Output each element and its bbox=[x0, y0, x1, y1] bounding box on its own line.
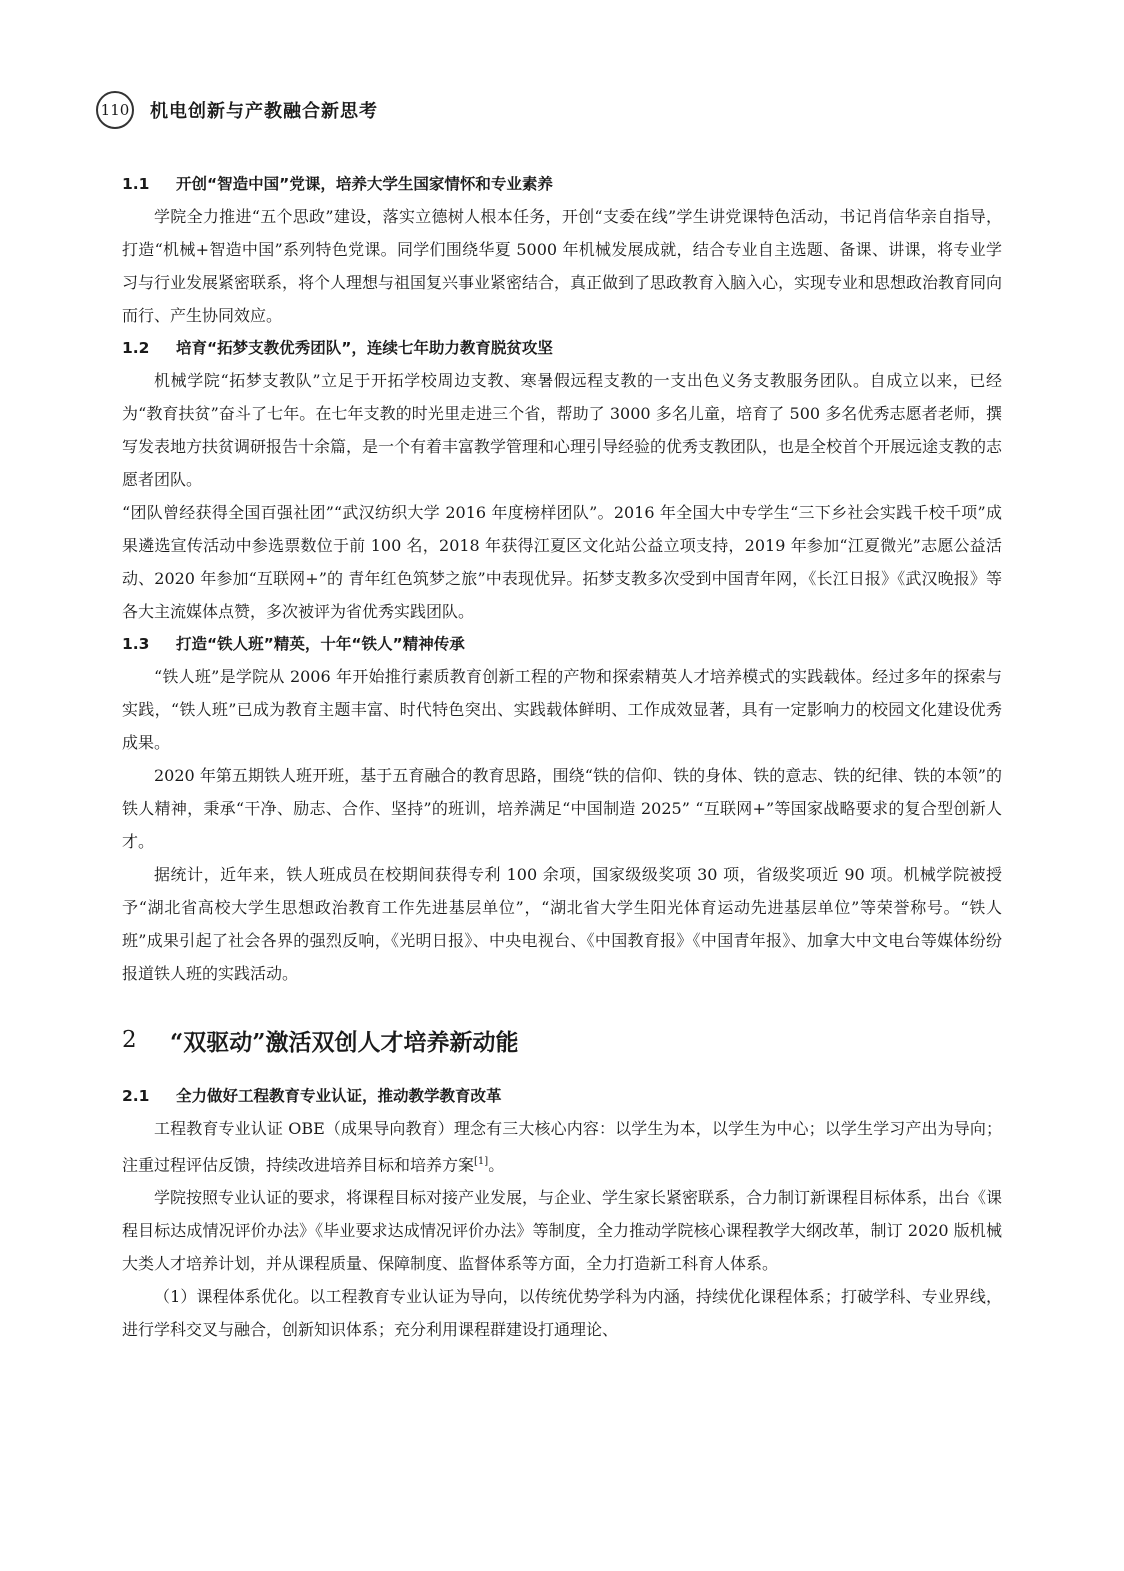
section-number: 2.1 bbox=[122, 1087, 150, 1105]
paragraph: “铁人班”是学院从 2006 年开始推行素质教育创新工程的产物和探索精英人才培养模式的实践载体。经过多年的探索与实践，“铁人班”已成为教育主题丰富、时代特色突出、实践载体鲜明、工作成效显著，具有一定影响力的校园文化建设优秀成果。 bbox=[122, 667, 1002, 752]
paragraph: 学院按照专业认证的要求，将课程目标对接产业发展，与企业、学生家长紧密联系，合力制订新课程目标体系，出台《课程目标达成情况评价办法》《毕业要求达成情况评价办法》等制度，全力推动学院核心课程教学大纲改革，制订 2020 版机械大类人才培养计划，并从课程质量、保障制度、监督体系等方面，全力打造新工科育人体系。 bbox=[122, 1188, 1003, 1274]
section-title: 打造“铁人班”精英，十年“铁人”精神传承 bbox=[176, 635, 465, 653]
chapter-number: 2 bbox=[122, 1027, 137, 1053]
chapter-heading-2 bbox=[122, 1020, 1002, 1060]
paragraph: “团队曾经获得全国百强社团”“武汉纺织大学 2016 年度榜样团队”。2016 年全国大中专学生“三下乡社会实践千校千项”成果遴选宣传活动中参选票数位于前 100 名，2018 年获得江夏区文化站公益立项支持，2019 年参加“江夏微光”志愿公益活动、2020 年参加“互联网+”的 青年红色筑梦之旅”中表现优异。拓梦支教多次受到中国青年网，《长江日报》《武汉晚报》等各大主流媒体点赞，多次被评为省优秀实践团队。 bbox=[122, 503, 1002, 621]
section-heading-1-1 bbox=[122, 168, 1002, 200]
section-heading-1-3 bbox=[122, 628, 1002, 660]
section-number: 1.3 bbox=[122, 635, 150, 653]
paragraph: 学院全力推进“五个思政”建设，落实立德树人根本任务，开创“支委在线”学生讲党课特色活动，书记肖信华亲自指导，打造“机械+智造中国”系列特色党课。同学们围绕华夏 5000 年机械发展成就，结合专业自主选题、备课、讲课，将专业学习与行业发展紧密联系，将个人理想与祖国复兴事业紧密结合，真正做到了思政教育入脑入心，实现专业和思想政治教育同向而行、产生协同效应。 bbox=[122, 207, 1003, 325]
citation-ref: [1] bbox=[474, 1156, 489, 1167]
paragraph bbox=[122, 1112, 1002, 1181]
section-title: 全力做好工程教育专业认证，推动教学教育改革 bbox=[176, 1087, 502, 1105]
section-title: 开创“智造中国”党课，培养大学生国家情怀和专业素养 bbox=[176, 175, 553, 193]
paragraph: 机械学院“拓梦支教队”立足于开拓学校周边支教、寒暑假远程支教的一支出色义务支教服务团队。自成立以来，已经为“教育扶贫”奋斗了七年。在七年支教的时光里走进三个省，帮助了 3000 多名儿童，培育了 500 多名优秀志愿者老师，撰写发表地方扶贫调研报告十余篇，是一个有着丰富教学管理和心理引导经验的优秀支教团队，也是全校首个开展远途支教的志愿者团队。 bbox=[122, 371, 1003, 489]
section-heading-1-2 bbox=[122, 332, 1002, 364]
paragraph-end: 。 bbox=[488, 1155, 505, 1175]
paragraph: （1）课程体系优化。以工程教育专业认证为导向，以传统优势学科为内涵，持续优化课程体系；打破学科、专业界线，进行学科交叉与融合，创新知识体系；充分利用课程群建设打通理论、 bbox=[122, 1287, 1002, 1340]
book-title: 机电创新与产教融合新思考 bbox=[150, 101, 378, 122]
section-title: 培育“拓梦支教优秀团队”，连续七年助力教育脱贫攻坚 bbox=[176, 339, 553, 357]
paragraph: 据统计，近年来，铁人班成员在校期间获得专利 100 余项，国家级级奖项 30 项，省级奖项近 90 项。机械学院被授予“湖北省高校大学生思想政治教育工作先进基层单位”，“湖北省大学生阳光体育运动先进基层单位”等荣誉称号。“铁人班”成果引起了社会各界的强烈反响，《光明日报》、中央电视台、《中国教育报》《中国青年报》、加拿大中文电台等媒体纷纷报道铁人班的实践活动。 bbox=[122, 865, 1002, 983]
section-number: 1.1 bbox=[122, 175, 150, 193]
page-number: 110 bbox=[96, 91, 134, 129]
page-body bbox=[122, 168, 1002, 1346]
section-heading-2-1 bbox=[122, 1080, 1002, 1112]
chapter-title: “双驱动”激活双创人才培养新动能 bbox=[170, 1028, 519, 1056]
section-number: 1.2 bbox=[122, 339, 150, 357]
paragraph-text: 工程教育专业认证 OBE（成果导向教育）理念有三大核心内容：以学生为本，以学生为中心；以学生学习产出为导向；注重过程评估反馈，持续改进培养目标和培养方案 bbox=[122, 1119, 1002, 1175]
page-header bbox=[96, 88, 378, 132]
paragraph: 2020 年第五期铁人班开班，基于五育融合的教育思路，围绕“铁的信仰、铁的身体、铁的意志、铁的纪律、铁的本领”的铁人精神，秉承“干净、励志、合作、坚持”的班训，培养满足“中国制造 2025” “互联网+”等国家战略要求的复合型创新人才。 bbox=[122, 766, 1002, 851]
